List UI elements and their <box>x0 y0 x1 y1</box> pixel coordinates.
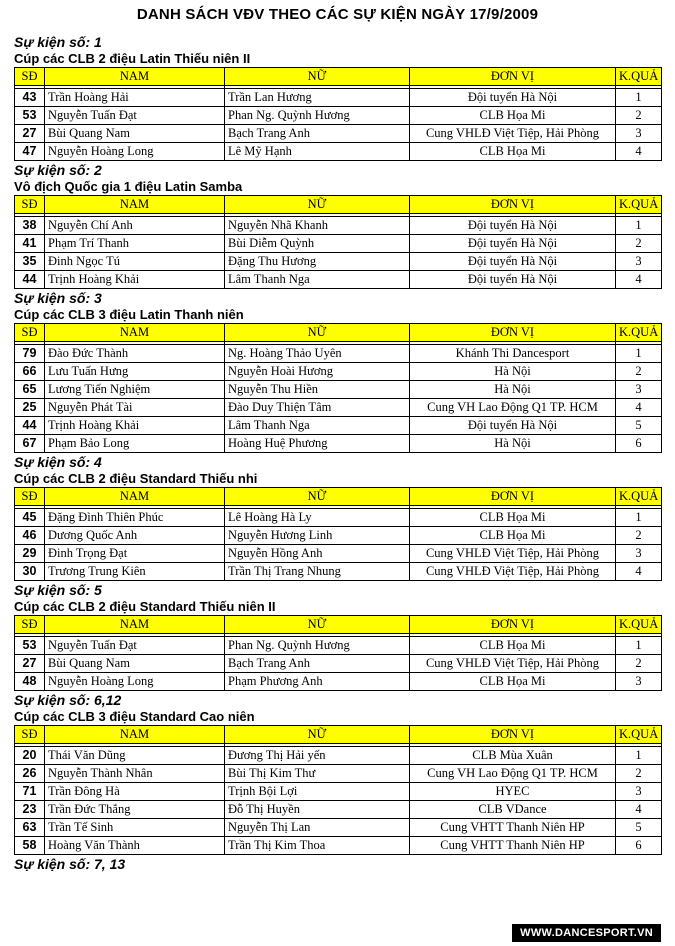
club-unit: CLB Họa Mi <box>410 509 616 527</box>
header-row <box>15 726 662 744</box>
start-number: 27 <box>15 655 45 673</box>
male-dancer: Đinh Trọng Đạt <box>45 545 225 563</box>
result-rank: 4 <box>616 143 662 161</box>
table-row <box>15 89 662 107</box>
male-dancer: Phạm Bảo Long <box>45 435 225 453</box>
header-ket-qua: K.QUẢ <box>616 616 662 634</box>
header-ket-qua: K.QUẢ <box>616 68 662 86</box>
header-nu: NỮ <box>225 196 410 214</box>
result-rank: 5 <box>616 417 662 435</box>
event-name: Cúp các CLB 3 điệu Standard Cao niên <box>14 709 255 724</box>
club-unit: Cung VHLĐ Việt Tiệp, Hải Phòng <box>410 545 616 563</box>
male-dancer: Trần Đông Hà <box>45 783 225 801</box>
start-number: 43 <box>15 89 45 107</box>
female-dancer: Lâm Thanh Nga <box>225 417 410 435</box>
table-row <box>15 819 662 837</box>
table-row <box>15 417 662 435</box>
female-dancer: Đỗ Thị Huyền <box>225 801 410 819</box>
start-number: 38 <box>15 217 45 235</box>
header-don-vi: ĐƠN VỊ <box>410 488 616 506</box>
club-unit: Đội tuyển Hà Nội <box>410 253 616 271</box>
header-nu: NỮ <box>225 68 410 86</box>
female-dancer: Nguyễn Hồng Anh <box>225 545 410 563</box>
header-ket-qua: K.QUẢ <box>616 196 662 214</box>
male-dancer: Bùi Quang Nam <box>45 125 225 143</box>
female-dancer: Bùi Thị Kim Thư <box>225 765 410 783</box>
club-unit: Hà Nội <box>410 363 616 381</box>
header-sd: SĐ <box>15 616 45 634</box>
result-rank: 6 <box>616 837 662 855</box>
result-rank: 2 <box>616 655 662 673</box>
results-table <box>14 725 662 855</box>
female-dancer: Hoàng Huệ Phương <box>225 435 410 453</box>
female-dancer: Nguyễn Thu Hiền <box>225 381 410 399</box>
event-section <box>14 582 662 691</box>
event-number: Sự kiện số: 5 <box>14 582 102 598</box>
result-rank: 4 <box>616 399 662 417</box>
header-don-vi: ĐƠN VỊ <box>410 196 616 214</box>
result-rank: 2 <box>616 363 662 381</box>
female-dancer: Lê Hoàng Hà Ly <box>225 509 410 527</box>
header-sd: SĐ <box>15 68 45 86</box>
table-row <box>15 545 662 563</box>
male-dancer: Nguyễn Chí Anh <box>45 217 225 235</box>
table-row <box>15 107 662 125</box>
female-dancer: Đặng Thu Hương <box>225 253 410 271</box>
event-number: Sự kiện số: 3 <box>14 290 102 306</box>
event-section <box>14 162 662 289</box>
header-don-vi: ĐƠN VỊ <box>410 616 616 634</box>
female-dancer: Phan Ng. Quỳnh Hương <box>225 107 410 125</box>
female-dancer: Đào Duy Thiện Tâm <box>225 399 410 417</box>
start-number: 53 <box>15 107 45 125</box>
result-rank: 2 <box>616 107 662 125</box>
header-nu: NỮ <box>225 324 410 342</box>
male-dancer: Nguyễn Phát Tài <box>45 399 225 417</box>
start-number: 71 <box>15 783 45 801</box>
table-row <box>15 837 662 855</box>
male-dancer: Phạm Trí Thanh <box>45 235 225 253</box>
female-dancer: Nguyễn Hương Linh <box>225 527 410 545</box>
result-rank: 4 <box>616 801 662 819</box>
male-dancer: Thái Văn Dũng <box>45 747 225 765</box>
results-table <box>14 67 662 161</box>
female-dancer: Trần Lan Hương <box>225 89 410 107</box>
club-unit: Cung VHTT Thanh Niên HP <box>410 837 616 855</box>
header-nam: NAM <box>45 488 225 506</box>
club-unit: CLB Mùa Xuân <box>410 747 616 765</box>
table-row <box>15 673 662 691</box>
event-number: Sự kiện số: 6,12 <box>14 692 122 708</box>
result-rank: 1 <box>616 637 662 655</box>
club-unit: Hà Nội <box>410 435 616 453</box>
result-rank: 3 <box>616 253 662 271</box>
start-number: 63 <box>15 819 45 837</box>
header-row <box>15 324 662 342</box>
table-row <box>15 235 662 253</box>
header-don-vi: ĐƠN VỊ <box>410 68 616 86</box>
start-number: 45 <box>15 509 45 527</box>
club-unit: CLB Họa Mi <box>410 143 616 161</box>
club-unit: Đội tuyển Hà Nội <box>410 417 616 435</box>
male-dancer: Trần Tế Sinh <box>45 819 225 837</box>
table-row <box>15 747 662 765</box>
start-number: 29 <box>15 545 45 563</box>
table-row <box>15 363 662 381</box>
header-row <box>15 616 662 634</box>
event-number: Sự kiện số: 4 <box>14 454 102 470</box>
result-rank: 3 <box>616 381 662 399</box>
table-row <box>15 509 662 527</box>
club-unit: Cung VH Lao Động Q1 TP. HCM <box>410 765 616 783</box>
table-row <box>15 637 662 655</box>
result-rank: 5 <box>616 819 662 837</box>
male-dancer: Nguyễn Hoàng Long <box>45 143 225 161</box>
result-rank: 2 <box>616 527 662 545</box>
male-dancer: Đinh Ngọc Tú <box>45 253 225 271</box>
result-rank: 1 <box>616 509 662 527</box>
header-sd: SĐ <box>15 726 45 744</box>
male-dancer: Lương Tiến Nghiệm <box>45 381 225 399</box>
club-unit: Đội tuyển Hà Nội <box>410 217 616 235</box>
result-rank: 3 <box>616 125 662 143</box>
header-sd: SĐ <box>15 196 45 214</box>
club-unit: Đội tuyển Hà Nội <box>410 235 616 253</box>
male-dancer: Hoàng Văn Thành <box>45 837 225 855</box>
result-rank: 2 <box>616 765 662 783</box>
start-number: 27 <box>15 125 45 143</box>
female-dancer: Phan Ng. Quỳnh Hương <box>225 637 410 655</box>
start-number: 44 <box>15 271 45 289</box>
male-dancer: Nguyễn Hoàng Long <box>45 673 225 691</box>
header-ket-qua: K.QUẢ <box>616 726 662 744</box>
male-dancer: Bùi Quang Nam <box>45 655 225 673</box>
results-table <box>14 615 662 691</box>
result-rank: 4 <box>616 271 662 289</box>
results-table <box>14 195 662 289</box>
header-nu: NỮ <box>225 488 410 506</box>
header-nam: NAM <box>45 324 225 342</box>
result-rank: 4 <box>616 563 662 581</box>
club-unit: CLB Họa Mi <box>410 527 616 545</box>
start-number: 47 <box>15 143 45 161</box>
event-name: Cúp các CLB 2 điệu Standard Thiếu nhi <box>14 471 258 486</box>
start-number: 23 <box>15 801 45 819</box>
male-dancer: Trần Đức Thắng <box>45 801 225 819</box>
table-row <box>15 527 662 545</box>
start-number: 44 <box>15 417 45 435</box>
club-unit: Cung VHLĐ Việt Tiệp, Hải Phòng <box>410 563 616 581</box>
club-unit: CLB Họa Mi <box>410 637 616 655</box>
header-don-vi: ĐƠN VỊ <box>410 324 616 342</box>
female-dancer: Bạch Trang Anh <box>225 125 410 143</box>
start-number: 41 <box>15 235 45 253</box>
header-nam: NAM <box>45 68 225 86</box>
club-unit: Cung VHTT Thanh Niên HP <box>410 819 616 837</box>
male-dancer: Trần Hoàng Hải <box>45 89 225 107</box>
female-dancer: Trần Thị Trang Nhung <box>225 563 410 581</box>
header-row <box>15 68 662 86</box>
event-section <box>14 34 662 161</box>
female-dancer: Phạm Phương Anh <box>225 673 410 691</box>
result-rank: 1 <box>616 345 662 363</box>
club-unit: CLB Họa Mi <box>410 107 616 125</box>
header-nu: NỮ <box>225 726 410 744</box>
start-number: 20 <box>15 747 45 765</box>
female-dancer: Bạch Trang Anh <box>225 655 410 673</box>
header-nam: NAM <box>45 196 225 214</box>
header-nam: NAM <box>45 616 225 634</box>
website-watermark[interactable]: WWW.DANCESPORT.VN <box>512 924 661 942</box>
female-dancer: Bùi Diễm Quỳnh <box>225 235 410 253</box>
result-rank: 6 <box>616 435 662 453</box>
club-unit: Hà Nội <box>410 381 616 399</box>
table-row <box>15 801 662 819</box>
result-rank: 3 <box>616 673 662 691</box>
start-number: 48 <box>15 673 45 691</box>
start-number: 65 <box>15 381 45 399</box>
start-number: 35 <box>15 253 45 271</box>
female-dancer: Trịnh Bội Lợi <box>225 783 410 801</box>
result-rank: 1 <box>616 89 662 107</box>
start-number: 58 <box>15 837 45 855</box>
club-unit: Đội tuyển Hà Nội <box>410 271 616 289</box>
header-nam: NAM <box>45 726 225 744</box>
results-table <box>14 323 662 453</box>
table-row <box>15 271 662 289</box>
result-rank: 3 <box>616 783 662 801</box>
start-number: 30 <box>15 563 45 581</box>
table-row <box>15 655 662 673</box>
table-row <box>15 765 662 783</box>
club-unit: Đội tuyển Hà Nội <box>410 89 616 107</box>
male-dancer: Đặng Đình Thiên Phúc <box>45 509 225 527</box>
result-rank: 1 <box>616 217 662 235</box>
club-unit: Cung VHLĐ Việt Tiệp, Hải Phòng <box>410 655 616 673</box>
table-row <box>15 253 662 271</box>
club-unit: Cung VHLĐ Việt Tiệp, Hải Phòng <box>410 125 616 143</box>
header-sd: SĐ <box>15 324 45 342</box>
start-number: 79 <box>15 345 45 363</box>
male-dancer: Nguyễn Tuấn Đạt <box>45 637 225 655</box>
female-dancer: Lâm Thanh Nga <box>225 271 410 289</box>
club-unit: CLB VDance <box>410 801 616 819</box>
start-number: 67 <box>15 435 45 453</box>
result-rank: 2 <box>616 235 662 253</box>
female-dancer: Ng. Hoàng Thảo Uyên <box>225 345 410 363</box>
female-dancer: Nguyễn Hoài Hương <box>225 363 410 381</box>
header-row <box>15 488 662 506</box>
header-sd: SĐ <box>15 488 45 506</box>
club-unit: Cung VH Lao Động Q1 TP. HCM <box>410 399 616 417</box>
header-don-vi: ĐƠN VỊ <box>410 726 616 744</box>
event-name: Cúp các CLB 2 điệu Latin Thiếu niên II <box>14 51 251 66</box>
male-dancer: Nguyễn Tuấn Đạt <box>45 107 225 125</box>
female-dancer: Trần Thị Kim Thoa <box>225 837 410 855</box>
table-row <box>15 125 662 143</box>
header-ket-qua: K.QUẢ <box>616 488 662 506</box>
table-row <box>15 435 662 453</box>
start-number: 66 <box>15 363 45 381</box>
club-unit: HYEC <box>410 783 616 801</box>
event-number: Sự kiện số: 7, 13 <box>14 856 126 872</box>
table-row <box>15 143 662 161</box>
start-number: 53 <box>15 637 45 655</box>
events-list <box>14 34 662 873</box>
male-dancer: Đào Đức Thành <box>45 345 225 363</box>
event-section <box>14 692 662 855</box>
start-number: 25 <box>15 399 45 417</box>
event-number: Sự kiện số: 2 <box>14 162 102 178</box>
club-unit: Khánh Thi Dancesport <box>410 345 616 363</box>
event-name: Vô địch Quốc gia 1 điệu Latin Samba <box>14 179 243 194</box>
event-number: Sự kiện số: 1 <box>14 34 102 50</box>
header-ket-qua: K.QUẢ <box>616 324 662 342</box>
male-dancer: Trịnh Hoàng Khải <box>45 417 225 435</box>
male-dancer: Lưu Tuấn Hưng <box>45 363 225 381</box>
female-dancer: Nguyễn Thị Lan <box>225 819 410 837</box>
results-table <box>14 487 662 581</box>
male-dancer: Dương Quốc Anh <box>45 527 225 545</box>
table-row <box>15 381 662 399</box>
event-section <box>14 454 662 581</box>
male-dancer: Trương Trung Kiên <box>45 563 225 581</box>
female-dancer: Nguyễn Nhã Khanh <box>225 217 410 235</box>
male-dancer: Nguyễn Thành Nhân <box>45 765 225 783</box>
start-number: 26 <box>15 765 45 783</box>
event-name: Cúp các CLB 3 điệu Latin Thanh niên <box>14 307 244 322</box>
club-unit: CLB Họa Mi <box>410 673 616 691</box>
table-row <box>15 217 662 235</box>
female-dancer: Đương Thị Hải yến <box>225 747 410 765</box>
table-row <box>15 783 662 801</box>
female-dancer: Lê Mỹ Hạnh <box>225 143 410 161</box>
male-dancer: Trịnh Hoàng Khải <box>45 271 225 289</box>
table-row <box>15 399 662 417</box>
page-title: DANH SÁCH VĐV THEO CÁC SỰ KIỆN NGÀY 17/9/2009 <box>136 6 539 23</box>
event-name: Cúp các CLB 2 điệu Standard Thiếu niên II <box>14 599 276 614</box>
start-number: 46 <box>15 527 45 545</box>
header-nu: NỮ <box>225 616 410 634</box>
result-rank: 3 <box>616 545 662 563</box>
result-rank: 1 <box>616 747 662 765</box>
header-row <box>15 196 662 214</box>
table-row <box>15 345 662 363</box>
table-row <box>15 563 662 581</box>
event-section <box>14 290 662 453</box>
